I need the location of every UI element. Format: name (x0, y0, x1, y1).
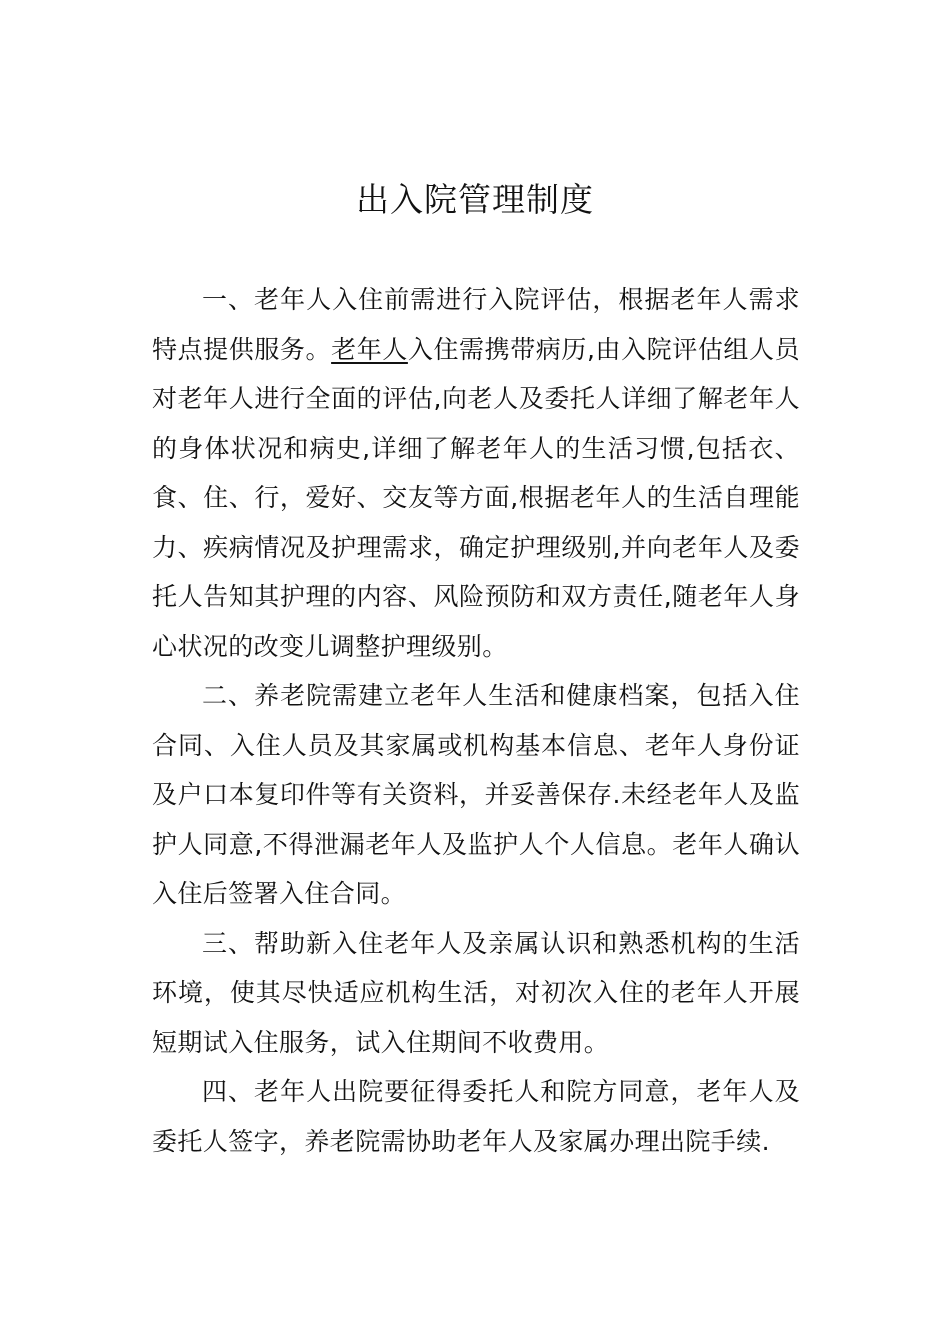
paragraph-4: 四、老年人出院要征得委托人和院方同意，老年人及委托人签字，养老院需协助老年人及家属办理出院手续. (152, 1077, 800, 1156)
document-title: 出入院管理制度 (356, 180, 594, 219)
paragraph-2: 二、养老院需建立老年人生活和健康档案，包括入住合同、入住人员及其家属或机构基本信息、老年人身份证及户口本复印件等有关资料，并妥善保存.未经老年人及监护人同意,不得泄漏老年人及监护人个人信息。老年人确认入住后签署入住合同。 (152, 681, 800, 908)
paragraph-1-rest: 入住需携带病历,由入院评估组人员对老年人进行全面的评估,向老人及委托人详细了解老年人的身体状况和病史,详细了解老年人的生活习惯,包括衣、食、住、行，爱好、交友等方面,根据老年人的生活自理能力、疾病情况及护理需求，确定护理级别,并向老年人及委托人告知其护理的内容、风险预防和双方责任,随老年人身心状况的改变儿调整护理级别。 (152, 334, 800, 661)
document-body (152, 275, 800, 1166)
underlined-term: 老年人 (331, 334, 408, 364)
paragraph-1-lead: 一、老年人入住前需进行入院评估，根据老年人需求特点提供服务。 (152, 285, 800, 364)
paragraph-1 (152, 275, 800, 671)
paragraph-3: 三、帮助新入住老年人及亲属认识和熟悉机构的生活环境，使其尽快适应机构生活，对初次入住的老年人开展短期试入住服务，试入住期间不收费用。 (152, 928, 800, 1057)
